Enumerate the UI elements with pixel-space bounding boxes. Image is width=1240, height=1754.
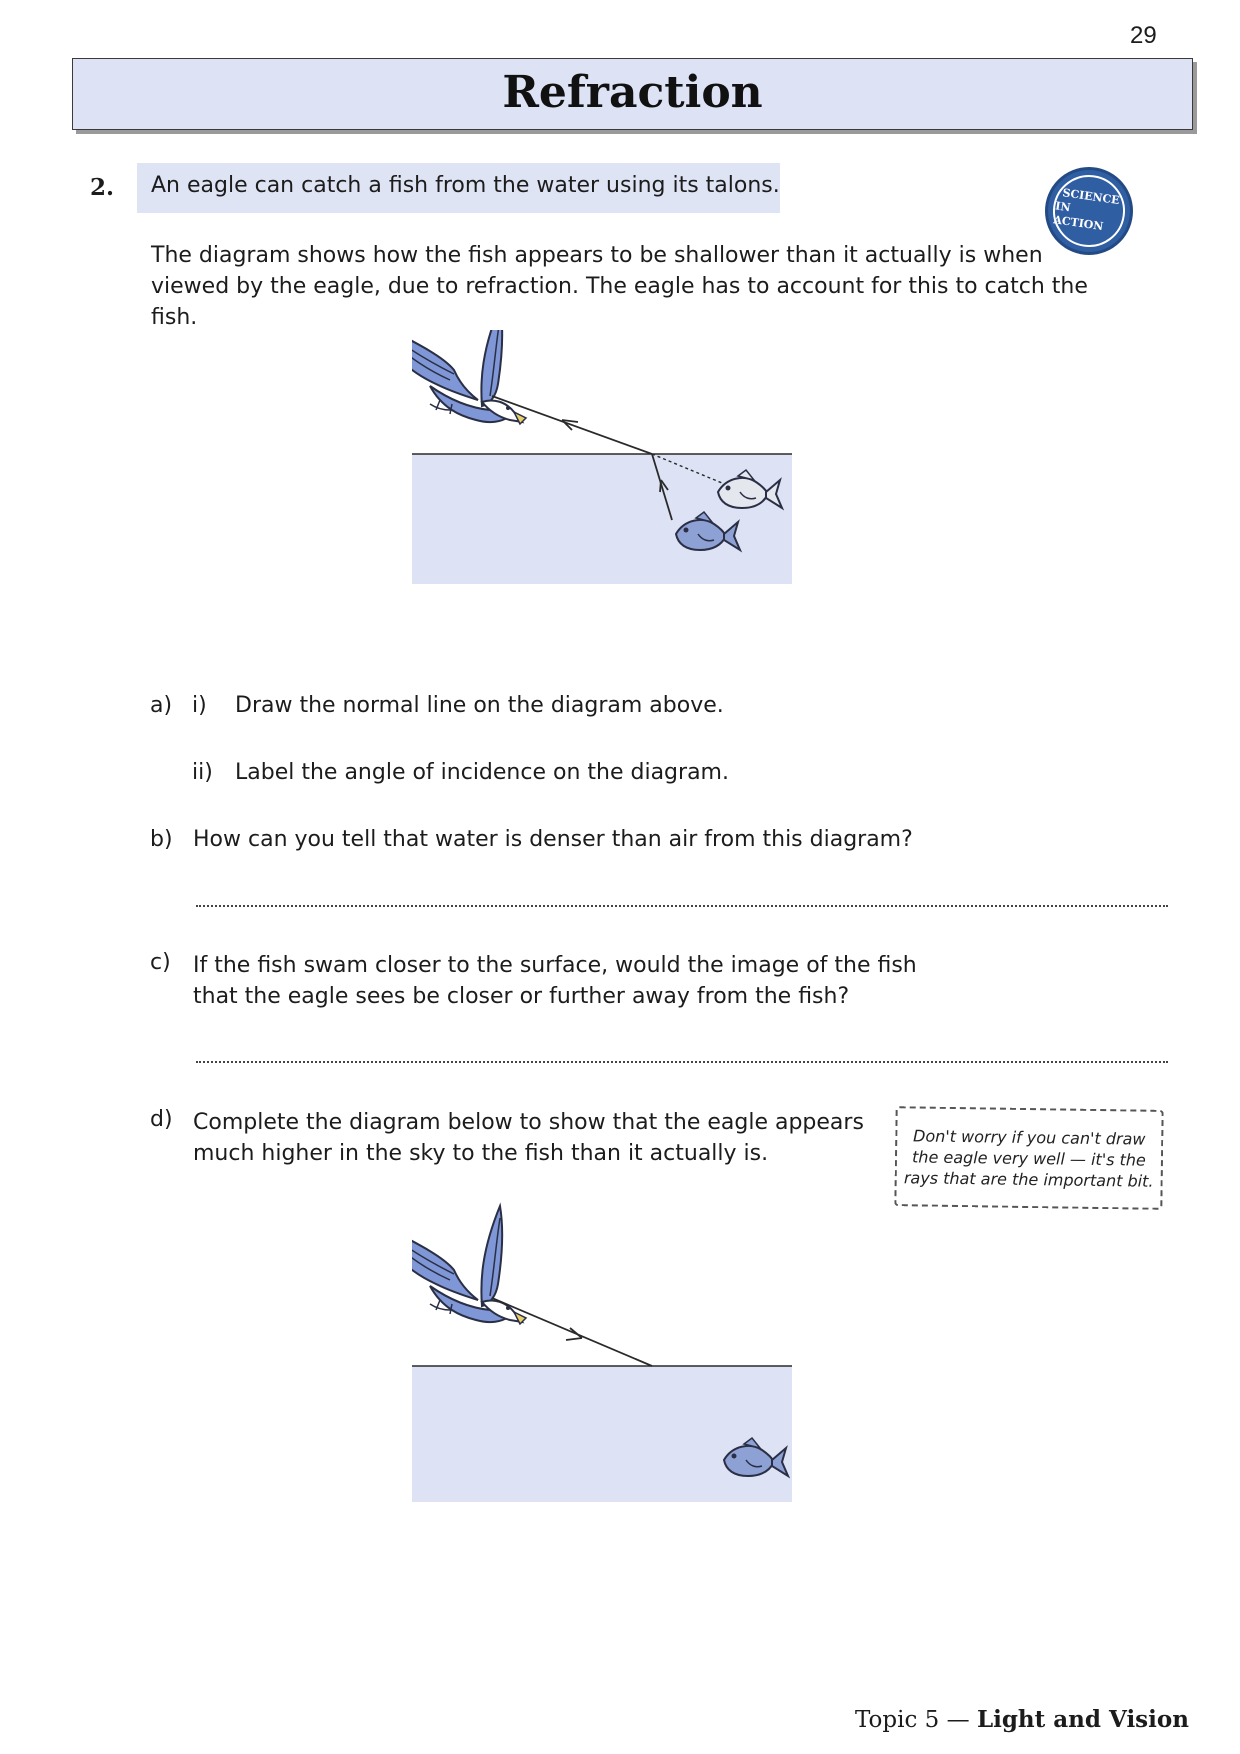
title-banner — [72, 58, 1193, 130]
part-a-i-text: Draw the normal line on the diagram above. — [235, 693, 724, 718]
eagle-illustration-2 — [412, 1206, 526, 1324]
paragraph-line-1: The diagram shows how the fish appears to be shallower than it actually is when — [151, 243, 1043, 268]
question-intro: An eagle can catch a fish from the water using its talons. — [137, 163, 780, 213]
tip-line-3: rays that are the important bit. — [903, 1167, 1154, 1191]
part-c-text — [193, 950, 917, 1012]
footer-separator: — — [939, 1707, 977, 1733]
footer-topic: Topic 5 — [855, 1707, 940, 1733]
part-c-line-2: that the eagle sees be closer or further away from the fish? — [193, 984, 850, 1009]
part-c-label: c) — [150, 950, 171, 975]
refracted-ray — [492, 396, 652, 454]
part-d-label: d) — [150, 1107, 173, 1132]
part-b-text: How can you tell that water is denser than air from this diagram? — [193, 827, 913, 852]
part-d-text — [193, 1107, 864, 1169]
water-region-2 — [412, 1366, 792, 1502]
part-d-line-2: much higher in the sky to the fish than it actually is. — [193, 1141, 769, 1166]
part-b-label: b) — [150, 827, 173, 852]
refraction-diagram-1 — [412, 330, 872, 660]
part-d-line-1: Complete the diagram below to show that the eagle appears — [193, 1110, 864, 1135]
answer-line-b[interactable] — [196, 905, 1168, 907]
part-a-ii-label: ii) — [192, 760, 213, 785]
badge-line-1: SCIENCE — [1061, 186, 1121, 208]
answer-line-c[interactable] — [196, 1061, 1168, 1063]
page-number: 29 — [1130, 22, 1157, 49]
question-number: 2. — [90, 174, 115, 201]
tip-line-2: the eagle very well — it's the — [911, 1146, 1146, 1170]
incident-ray-2 — [492, 1298, 652, 1366]
water-region — [412, 454, 792, 584]
page-title: Refraction — [502, 67, 763, 118]
part-c-line-1: If the fish swam closer to the surface, would the image of the fish — [193, 953, 917, 978]
tip-box — [894, 1106, 1163, 1210]
footer-section: Light and Vision — [976, 1706, 1189, 1733]
part-a-ii-text: Label the angle of incidence on the diagram. — [235, 760, 729, 785]
refraction-diagram-2 — [412, 1188, 872, 1518]
part-a-i-label: i) — [192, 693, 207, 718]
question-paragraph — [151, 240, 1141, 333]
tip-line-1: Don't worry if you can't draw — [912, 1125, 1146, 1149]
part-a-label: a) — [150, 693, 173, 718]
eagle-illustration — [412, 330, 526, 424]
paragraph-line-2: viewed by the eagle, due to refraction. The eagle has to account for this to catch the fish. — [151, 274, 1088, 330]
page-footer — [855, 1706, 1189, 1733]
badge-line-2: IN ACTION — [1052, 199, 1105, 234]
